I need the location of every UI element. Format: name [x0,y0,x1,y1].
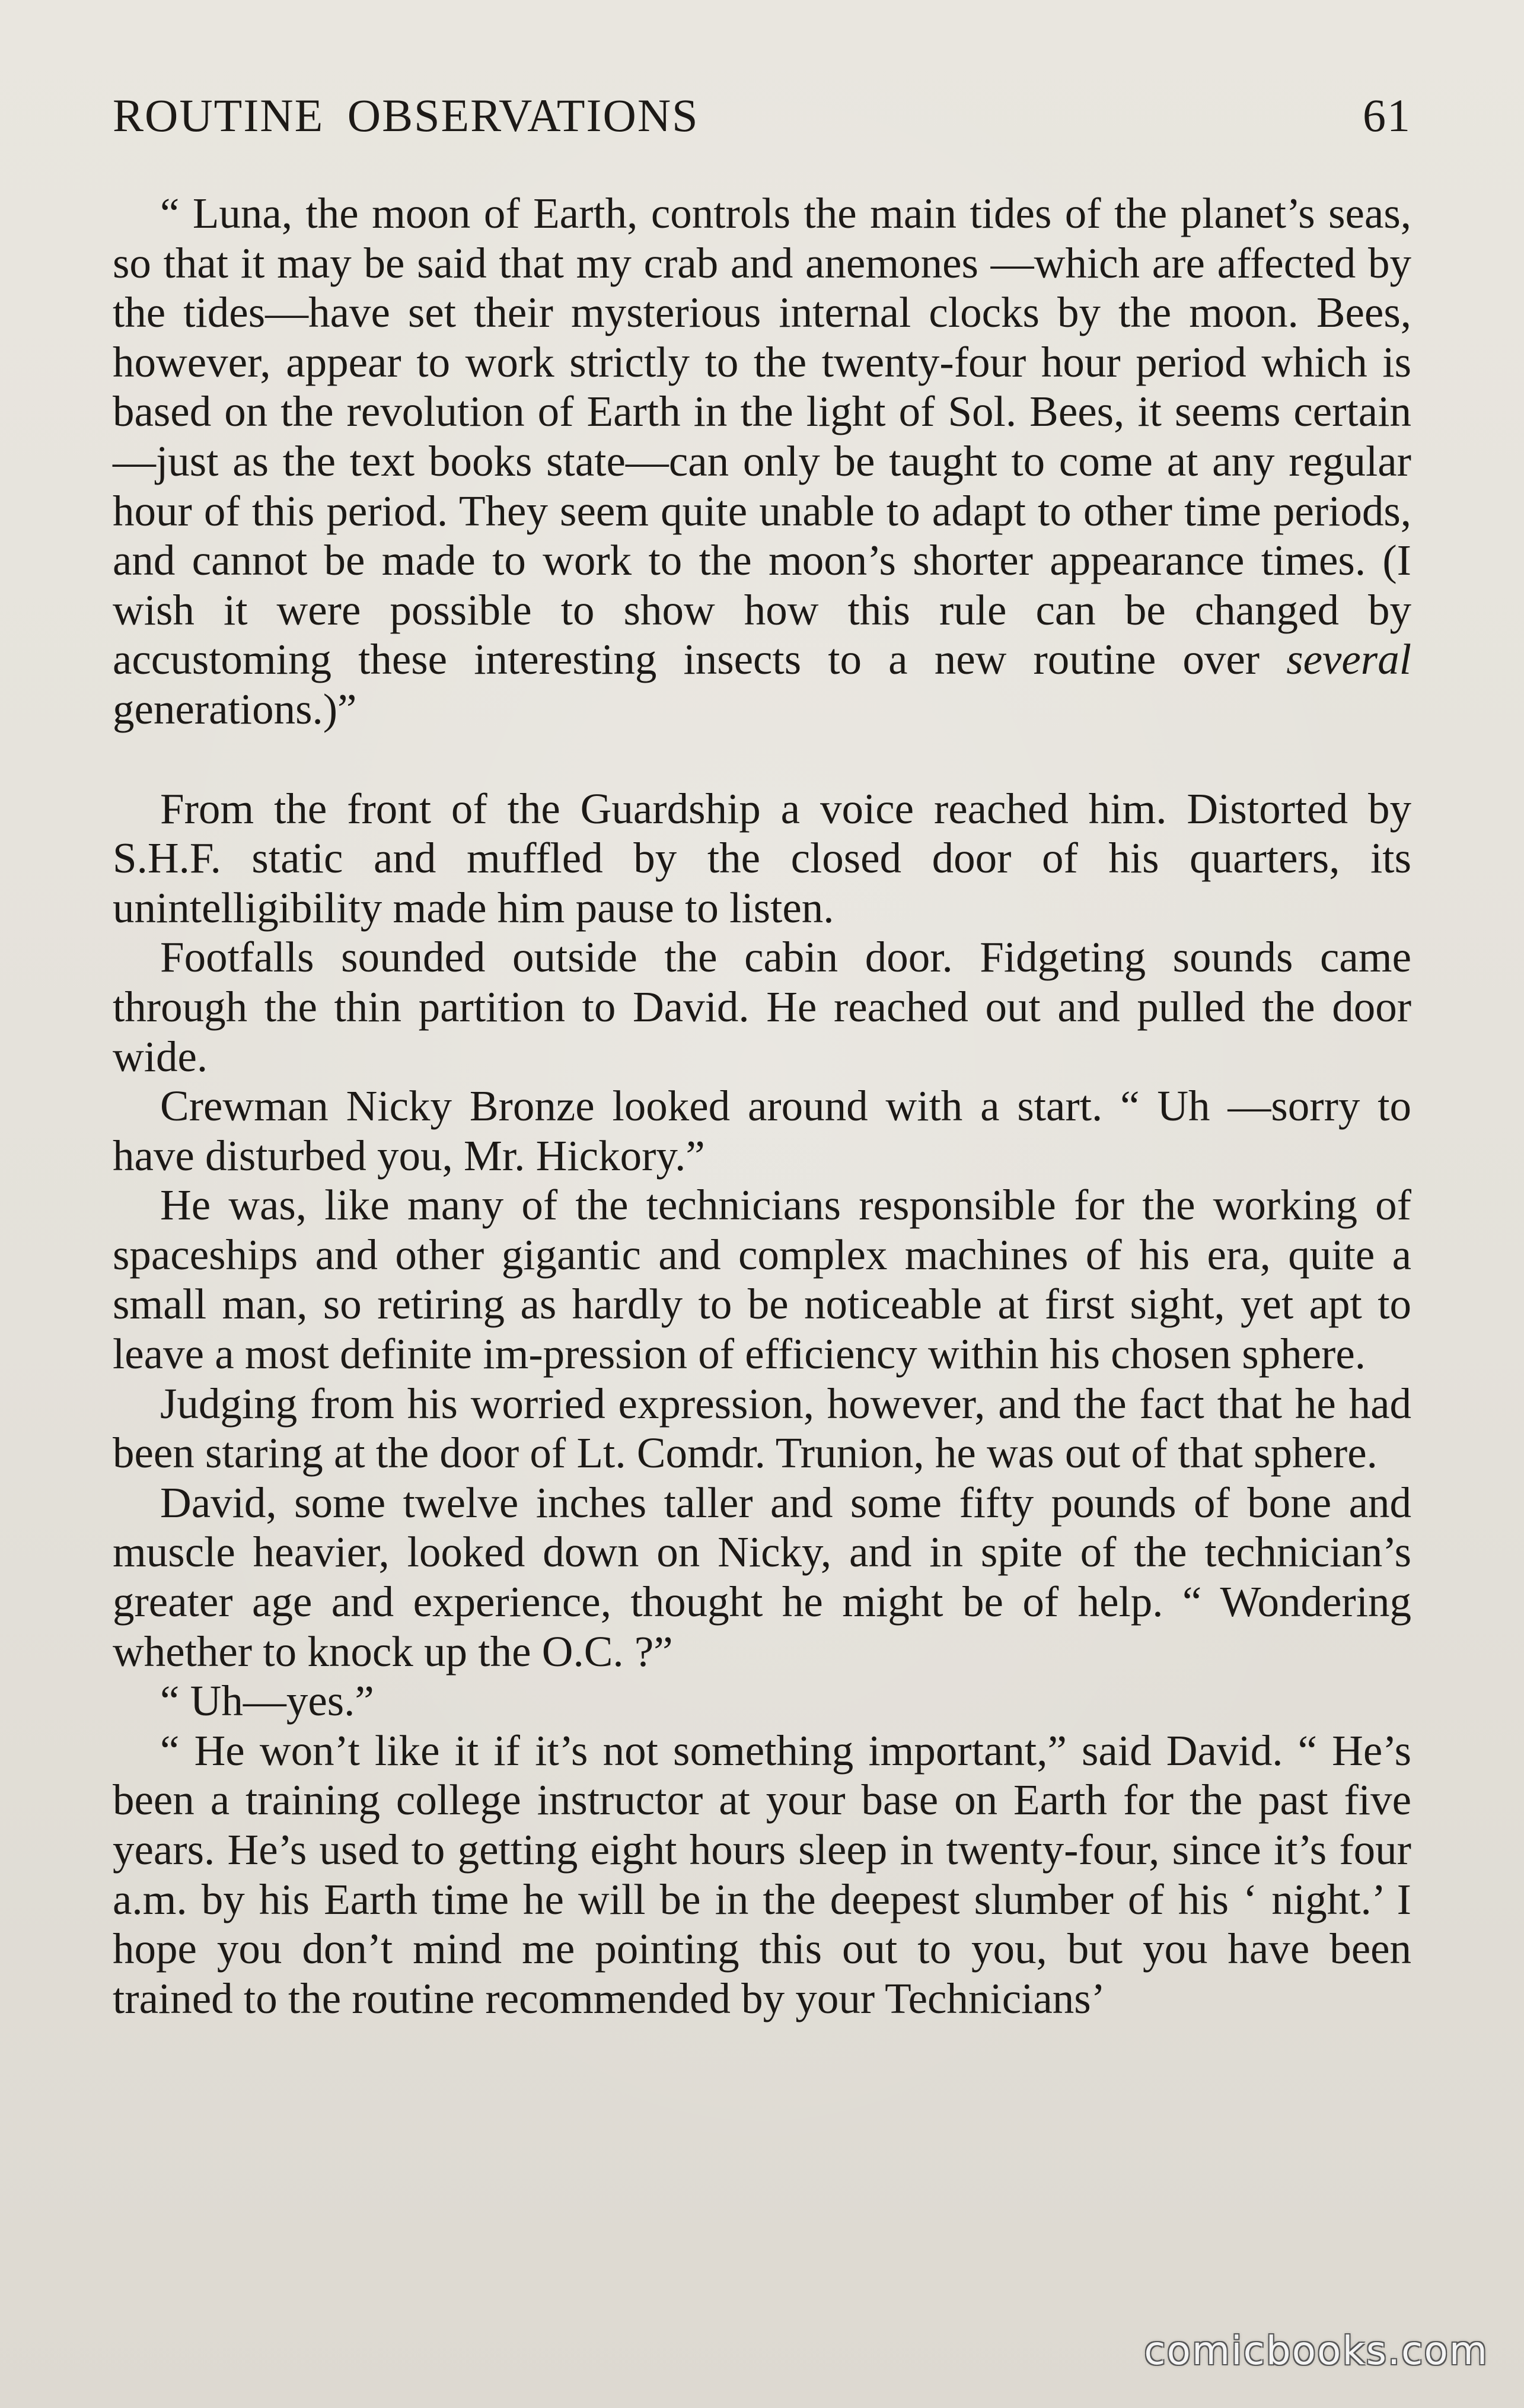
paragraph-8: “ Uh—yes.” [160,1677,374,1725]
paragraph-7: David, some twelve inches taller and some fifty pounds of bone and muscle heavier, looked down on Nicky, and in spite of the technician’s greater age and experience, thought he might be of help. “ Wondering whether to knock up the O.C. ?” [113,1478,1411,1676]
page-number: 61 [1363,90,1411,141]
paragraph-5: He was, like many of the technicians responsible for the working of spaceships and other gigantic and complex machines of his era, quite a small man, so retiring as hardly to be noticeable at first sight, yet apt to leave a most definite im-pression of efficiency within his chosen sphere. [113,1181,1411,1378]
watermark-logo: comicbooks.com [1144,2328,1488,2374]
paragraph-1-text: “ Luna, the moon of Earth, controls the main tides of the planet’s seas, so that it may be said that my crab and anemones —which are affected by the tides—have set their mysterious internal clocks by the moon. Bees, however, appear to work strictly to the twenty-four hour period which is based on the revolution of Earth in the light of Sol. Bees, it seems certain —just as the text books state—can only be taught to come at any regular hour of this period. They seem quite unable to adapt to other time periods, and cannot be made to work to the moon’s shorter appearance times. (I wish it were possible to show how this rule can be changed by accustoming these interesting insects to a new routine over [113,189,1411,684]
paragraph-2: From the front of the Guardship a voice reached him. Distorted by S.H.F. static and muffled by the closed door of his quarters, its unintelligibility made him pause to listen. [113,784,1411,932]
paragraph-6: Judging from his worried expression, however, and the fact that he had been staring at the door of Lt. Comdr. Trunion, he was out of that sphere. [113,1379,1411,1477]
running-head [113,89,1411,154]
chapter-title: ROUTINE OBSERVATIONS [113,90,699,141]
paragraph-9: “ He won’t like it if it’s not something important,” said David. “ He’s been a training college instructor at your base on Earth for the past five years. He’s used to getting eight hours sleep in twenty-four, since it’s four a.m. by his Earth time he will be in the deepest slumber of his ‘ night.’ I hope you don’t mind me pointing this out to you, but you have been trained to the routine recommended by your Technicians’ [113,1726,1411,2022]
emphasis-several: several [1286,635,1411,684]
paragraph-1-end: generations.)” [113,684,357,733]
paragraph-3: Footfalls sounded outside the cabin door. Fidgeting sounds came through the thin partition to David. He reached out and pulled the door wide. [113,933,1411,1081]
paragraph-4: Crewman Nicky Bronze looked around with a start. “ Uh —sorry to have disturbed you, Mr. Hickory.” [113,1082,1411,1180]
body-text [113,189,1411,2023]
paragraph-1 [113,189,1411,734]
